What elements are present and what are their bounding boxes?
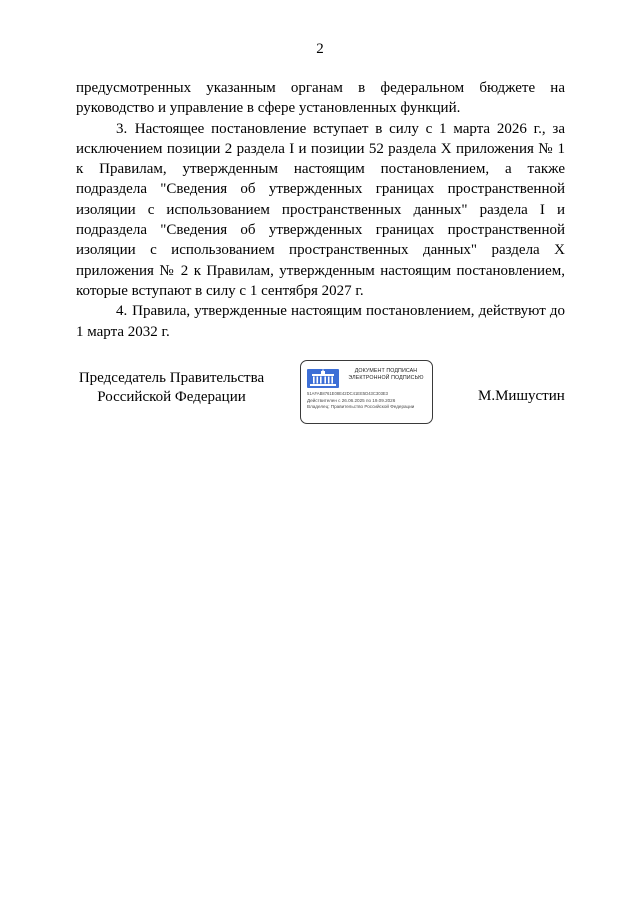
certificate-validity: Действителен с 26.06.2025 по 19.09.2026 (307, 398, 396, 403)
clause-number: 4. (116, 303, 128, 320)
paragraph-clause-4 (76, 301, 565, 342)
signatory-position-line2: Российской Федерации (97, 388, 246, 405)
signatory-position (76, 369, 267, 406)
signer-name: М.Мишустин (478, 388, 565, 404)
clause-text: Настоящее постановление вступает в силу с 1 марта 2026 г., за исключением позиции 2 раздела I и позиции 52 раздела X приложения № 1 к Правилам, утвержденным настоящим постановлением, а также подраздела "Сведения об утвержденных границах пространственной изоляции с использованием пространственных данных" раздела I и подраздела "Сведения об утвержденных границах пространственной изоляции с использованием пространственных данных" раздела X приложения № 2 к Правилам, утвержденным настоящим постановлением, которые вступают в силу с 1 сентября 2027 г. (76, 120, 565, 299)
electronic-signature-stamp (300, 360, 433, 424)
paragraph-continuation: предусмотренных указанным органам в федеральном бюджете на руководство и управление в сфере установленных функций. (76, 80, 565, 117)
clause-text: Правила, утвержденные настоящим постановлением, действуют до 1 марта 2032 г. (76, 303, 565, 340)
certificate-number: 51AFAB8761E08E42DC41EE5D43C303E3 (307, 391, 389, 396)
stamp-title-line1: ДОКУМЕНТ ПОДПИСАН (354, 368, 418, 374)
page-number: 2 (316, 41, 324, 57)
clause-number: 3. (116, 120, 128, 137)
stamp-title (340, 368, 432, 382)
signatory-position-line1: Председатель Правительства (78, 370, 265, 386)
stamp-title-line2: ЭЛЕКТРОННОЙ ПОДПИСЬЮ (348, 374, 424, 381)
paragraph-clause-3 (76, 119, 565, 302)
certificate-owner: Владелец: Правительство Российской Федерации (307, 404, 415, 409)
document-body (76, 78, 565, 342)
government-building-icon (306, 367, 340, 389)
